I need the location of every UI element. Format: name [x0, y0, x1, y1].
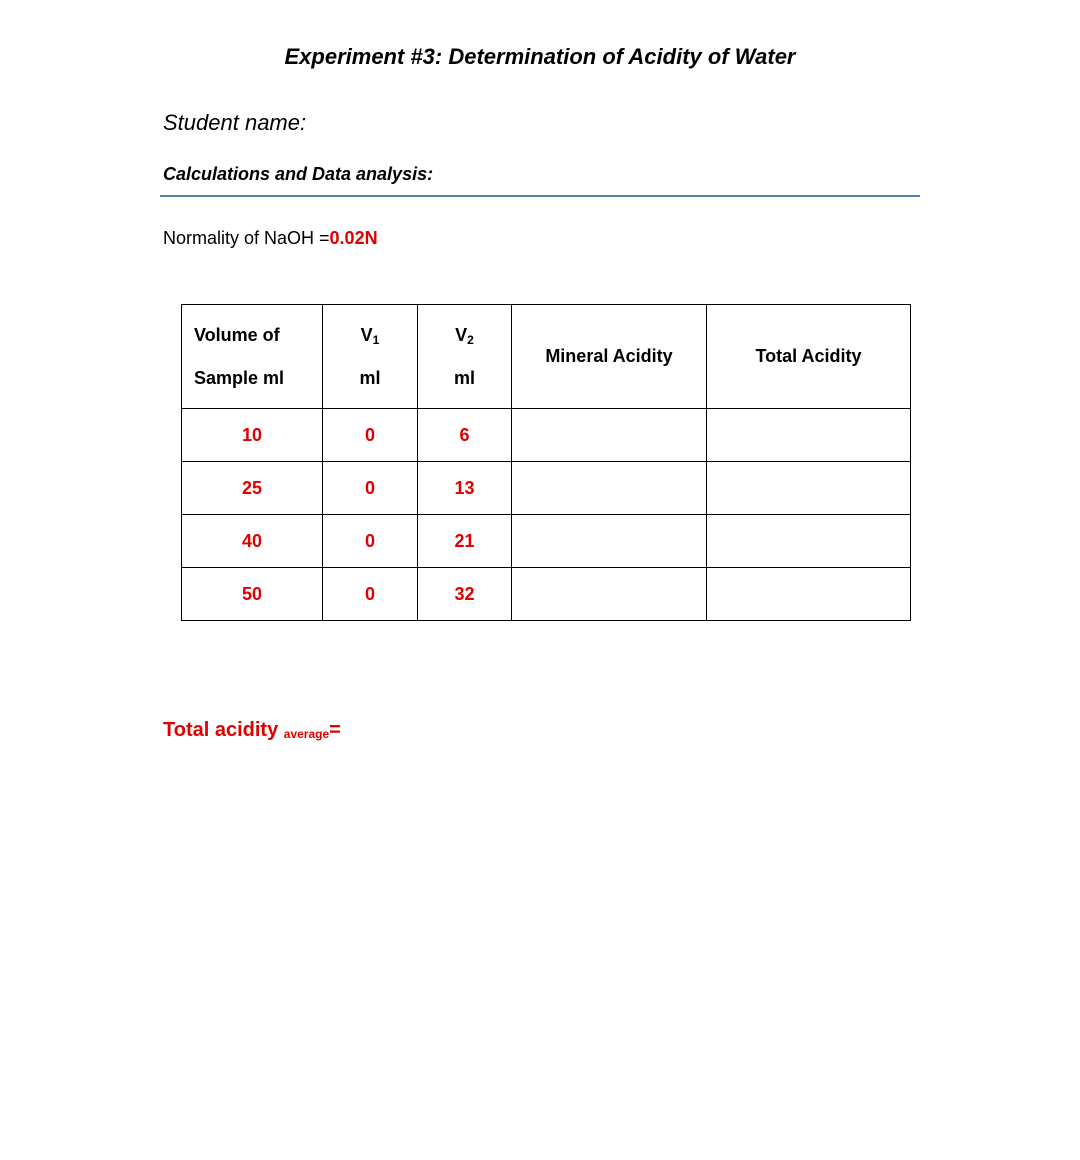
cell-v2: 21 [418, 515, 512, 568]
table-header-row [182, 305, 911, 409]
table-row [182, 568, 911, 621]
cell-v2: 6 [418, 409, 512, 462]
cell-v2: 13 [418, 462, 512, 515]
cell-mineral-acidity [512, 568, 707, 621]
average-subscript: average [283, 727, 330, 741]
average-label: Total acidity [163, 719, 279, 741]
cell-v1: 0 [323, 409, 418, 462]
cell-mineral-acidity [512, 409, 707, 462]
cell-mineral-acidity [512, 462, 707, 515]
total-acidity-average-line [163, 719, 341, 742]
header-v2-unit: ml [453, 367, 475, 388]
acidity-data-table [181, 304, 911, 621]
cell-volume: 40 [182, 515, 323, 568]
header-v1-symbol: V1 [360, 324, 380, 347]
student-name-label: Student name: [163, 110, 307, 135]
cell-v1: 0 [323, 515, 418, 568]
cell-v2: 32 [418, 568, 512, 621]
cell-v1: 0 [323, 568, 418, 621]
cell-volume: 50 [182, 568, 323, 621]
section-heading: Calculations and Data analysis: [163, 164, 434, 184]
section-divider [160, 195, 920, 197]
cell-mineral-acidity [512, 515, 707, 568]
cell-volume: 25 [182, 462, 323, 515]
cell-total-acidity [707, 409, 911, 462]
header-v2-symbol: V2 [455, 324, 474, 347]
normality-line [163, 228, 378, 249]
table-row [182, 462, 911, 515]
table-row [182, 409, 911, 462]
cell-total-acidity [707, 515, 911, 568]
normality-value: 0.02N [329, 228, 378, 248]
document-title: Experiment #3: Determination of Acidity of Water [284, 44, 796, 69]
header-volume [182, 305, 323, 409]
cell-volume: 10 [182, 409, 323, 462]
cell-v1: 0 [323, 462, 418, 515]
header-volume-line2: Sample ml [194, 367, 285, 388]
header-v1-unit: ml [359, 367, 381, 388]
table-row [182, 515, 911, 568]
cell-total-acidity [707, 568, 911, 621]
average-equals: = [329, 719, 341, 741]
header-mineral-acidity: Mineral Acidity [512, 305, 707, 409]
header-v2 [418, 305, 512, 409]
header-v1 [323, 305, 418, 409]
header-total-acidity: Total Acidity [707, 305, 911, 409]
cell-total-acidity [707, 462, 911, 515]
normality-label: Normality of NaOH = [163, 228, 330, 248]
header-volume-line1: Volume of [194, 324, 280, 345]
